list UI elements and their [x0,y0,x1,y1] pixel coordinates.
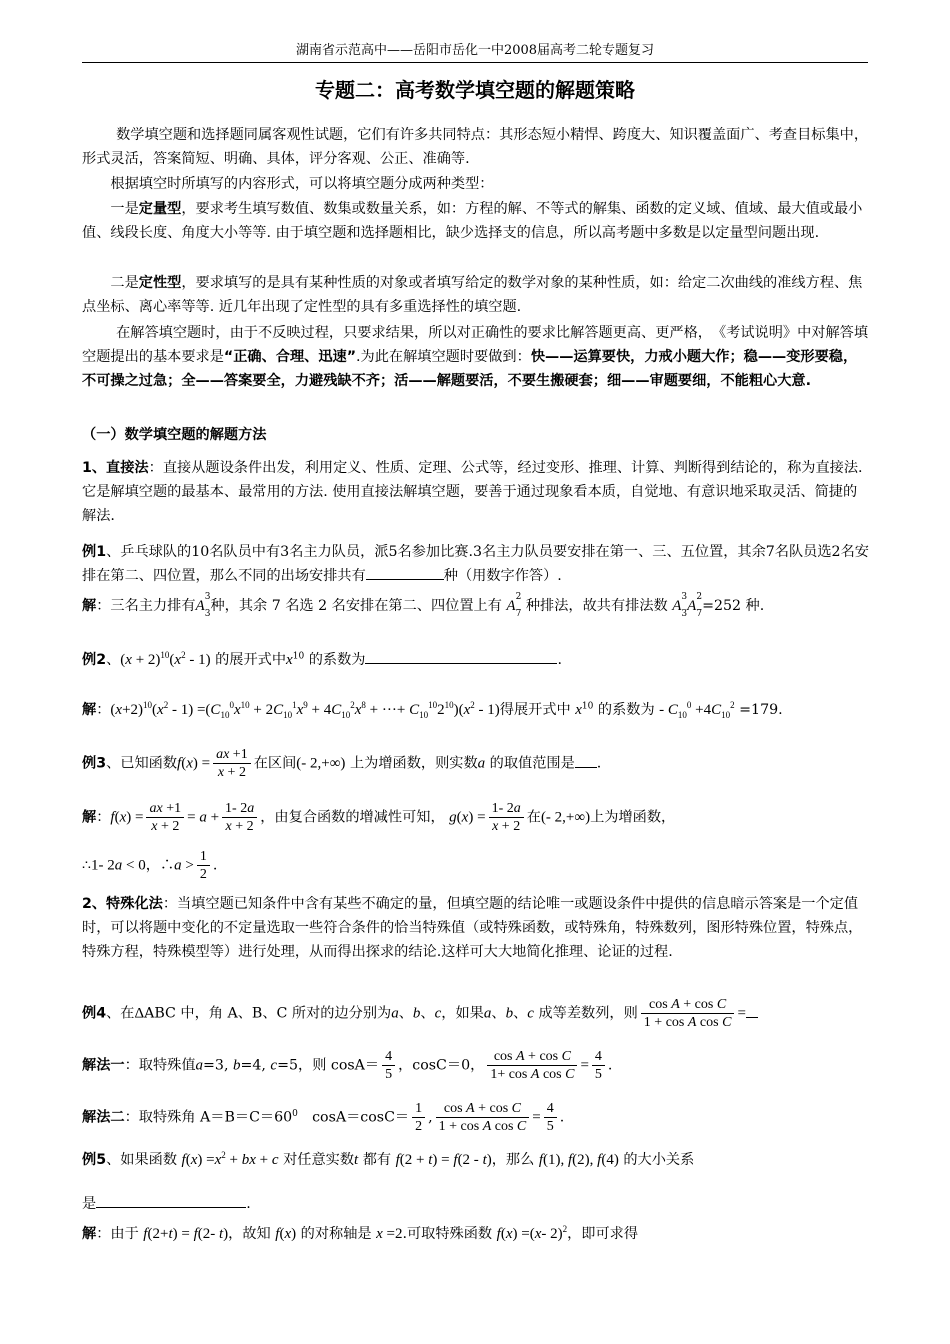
example-3-solution: 解：f(x) = $\frac{ax +1}{x + 2}$ = a + $\frac{1- 2a}{x + 2}$ ，由复合函数的增减性可知， g(x) = $\frac{1- 2a}{x + 2}$ 在(- 2,+∞)上为增函数， [82,801,676,834]
intro-paragraph-4: 二是定性型，要求填写的是具有某种性质的对象或者填写给定的数学对象的某种性质，如：给定二次曲线的准线方程、焦点坐标、离心率等等. 近几年出现了定性型的具有多重选择性的填空题. [82,275,863,315]
example-2-solution: 解：$(x+2)^{10}(x^2 - 1) =(C_{10}^0x^{10} + 2C_{10}^1x^9 + 4C_{10}^2x^8$ + ···+ $C_{10}^{10}2^{10})(x^2 - 1)$得展开式中 $x^{10}$ 的系数为 - $C_{10}^0 +4C_{10}^2 =179$. [82,700,783,720]
method2-paragraph: 2、特殊化法：当填空题已知条件中含有某些不确定的量，但填空题的结论唯一或题设条件中提供的信息暗示答案是一个定值时，可以将题中变化的不定量选取一些符合条件的恰当特殊值（或特殊函数，或特殊角，特殊数列，图形特殊位置，特殊点，特殊方程，特殊模型等）进行处理，从而得出探求的结论.这样可大大地简化推理、论证的过程. [82,896,863,960]
example-3-conclusion: ∴1- 2a < 0，∴a > $\frac{1}{2}$ . [82,849,218,882]
example-4: 例4、在ΔABC 中，角 A、B、C 所对的边分别为a、b、c，如果a、b、c 成等差数列，则 $\frac{\text{cos A + cos C}}{\text{1 + cos A cos C}}$ = [82,996,870,1031]
example-1-solution: 解：三名主力排有$A^3$ $_3$种，其余 7 名选 2 名安排在第二、四位置上有 $A^2$ $_7$ 种排法，故共有排法数 $A^3$ $_3A^2$ $_7$=252 种. [82,592,765,619]
page-title: 专题二：高考数学填空题的解题策略 [315,78,635,102]
example-4-solution-2: 解法二：取特殊角 $A=B=C=60^0$ cosA＝cosC＝ $\frac{1}{2}$ , $\frac{\text{cos A + cos C}}{\text{1 + cos A cos C}}$ = $\frac{4}{5}$ . [82,1101,565,1134]
example-4-solution-1: 解法一：取特殊值a=3, b=4, c=5，则 cosA＝ $\frac{4}{5}$ ，cosC＝0， $\frac{\text{cos A + cos C}}{\text{1+ cos A cos C}}$ = $\frac{4}{5}$ . [82,1049,613,1082]
page-header: 湖南省示范高中——岳阳市岳化一中2008届高考二轮专题复习 [82,42,868,63]
example-2: 例2、$(x + 2)^{10}(x^2 - 1)$ 的展开式中$x^{10}$ 的系数为 . [82,650,562,668]
intro-paragraph-5: 在解答填空题时，由于不反映过程，只要求结果，所以对正确性的要求比解答题更高、更严格， 《考试说明》中对解答填空题提出的基本要求是“正确、合理、迅速”.为此在解填空题时要做到：快——运算要快，力戒小题大作；稳——变形要稳，不可操之过急；全——答案要全，力避残缺不齐；活——解题要活，不要生搬硬套；细——审题要细，不能粗心大意. [82,325,869,389]
intro-paragraph-3: 一是定量型，要求考生填写数值、数集或数量关系，如：方程的解、不等式的解集、函数的定义域、值域、最大值或最小值、线段长度、角度大小等等. 由于填空题和选择题相比，缺少选择支的信息，所以高考题中多数是以定量型问题出现. [82,201,863,241]
example-5: 例5、如果函数 $f(x) =x^2$ + bx + c 对任意实数t 都有 f(2 + t) = f(2 - t)，那么 f(1), f(2), f(4) 的大小关系 [82,1150,695,1168]
example-5-solution: 解：由于 f(2+t) = f(2- t)，故知 f(x) 的对称轴是 x =2.可取特殊函数 f(x) =(x- 2)$^2$，即可求得 [82,1224,639,1242]
example-3: 例3、已知函数f(x) = $\frac{ax +1}{x + 2}$ 在区间(- 2,+∞) 上为增函数，则实数a 的取值范围是 . [82,747,602,780]
intro-paragraph-2: 根据填空时所填写的内容形式，可以将填空题分成两种类型： [110,176,494,192]
section-heading: （一）数学填空题的解题方法 [82,427,267,443]
example-1: 例1、乒乓球队的10名队员中有3名主力队员，派5名参加比赛.3名主力队员要安排在第一、三、五位置，其余7名队员选2名安排在第二、四位置，那么不同的出场安排共有 种（用数字作答）. [82,544,869,584]
method1-paragraph: 1、直接法：直接从题设条件出发，利用定义、性质、定理、公式等，经过变形、推理、计算、判断得到结论的，称为直接法.它是解填空题的最基本、最常用的方法. 使用直接法解填空题，要善于通过现象看本质，自觉地、有意识地采取灵活、简捷的解法. [82,460,863,524]
example-5-answer-line: 是 . [82,1196,251,1212]
intro-paragraph-1: 数学填空题和选择题同属客观性试题，它们有许多共同特点：其形态短小精悍、跨度大、知识覆盖面广、考查目标集中，形式灵活，答案简短、明确、具体，评分客观、公正、准确等. [82,127,869,167]
